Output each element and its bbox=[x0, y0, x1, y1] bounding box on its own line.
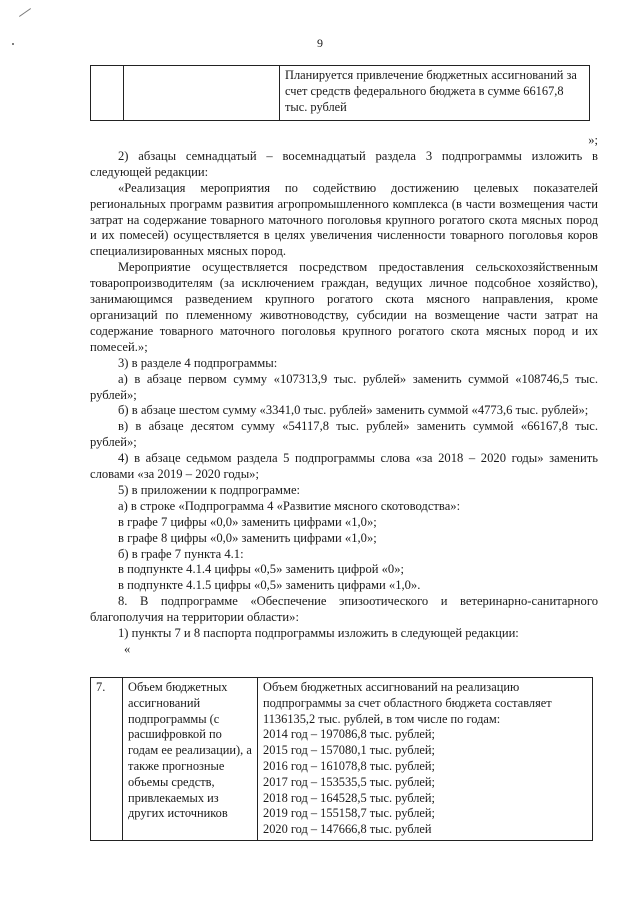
year-amount: 2014 год – 197086,8 тыс. рублей; bbox=[263, 727, 435, 742]
year-amount: 2017 год – 153535,5 тыс. рублей; bbox=[263, 774, 435, 789]
paragraph: в графе 8 цифры «0,0» заменить цифрами «1,0»; bbox=[118, 530, 377, 545]
paragraph: 8. В подпрограмме «Обеспечение эпизоотического и ветеринарно-санитарного благополучия на территории области»: bbox=[90, 594, 598, 625]
opening-quote: « bbox=[124, 642, 131, 656]
funding-intro: Объем бюджетных ассигнований на реализацию подпрограммы за счет областного бюджета составляет 1136135,2 тыс. рублей, в том числе по годам: bbox=[263, 680, 552, 726]
row-value bbox=[258, 678, 593, 841]
passport-table bbox=[90, 677, 593, 841]
paragraph: в подпункте 4.1.4 цифры «0,5» заменить цифрой «0»; bbox=[118, 562, 405, 577]
scan-mark bbox=[19, 8, 31, 17]
table-cell-empty bbox=[91, 66, 124, 121]
paragraph: Мероприятие осуществляется посредством предоставления сельскохозяйственным товаропроизводителям (за исключением граждан, ведущих личное подсобное хозяйство), занимающимся разведением крупного рогатого скота мясного направления, кроме организаций по племенному животноводству, субсидии на возмещение части затрат на содержание товарного маточного поголовья крупного рогатого скота мясных пород и их помесей.»; bbox=[90, 260, 598, 354]
year-amount: 2019 год – 155158,7 тыс. рублей; bbox=[263, 806, 435, 821]
paragraph: в подпункте 4.1.5 цифры «0,5» заменить цифрами «1,0». bbox=[118, 578, 421, 593]
paragraph: 1) пункты 7 и 8 паспорта подпрограммы изложить в следующей редакции: bbox=[118, 626, 519, 641]
paragraph: 3) в разделе 4 подпрограммы: bbox=[118, 355, 278, 370]
paragraph: б) в абзаце шестом сумму «3341,0 тыс. рублей» заменить суммой «4773,6 тыс. рублей»; bbox=[118, 403, 589, 418]
document-body bbox=[90, 133, 598, 658]
paragraph: 2) абзацы семнадцатый – восемнадцатый раздела 3 подпрограммы изложить в следующей редакции: bbox=[90, 148, 598, 179]
paragraph: а) в строке «Подпрограмма 4 «Развитие мясного скотоводства»: bbox=[118, 498, 461, 513]
row-number: 7. bbox=[91, 678, 123, 841]
table-cell-funding-note: Планируется привлечение бюджетных ассигнований за счет средств федерального бюджета в сумме 66167,8 тыс. рублей bbox=[280, 66, 590, 121]
year-amount: 2018 год – 164528,5 тыс. рублей; bbox=[263, 790, 435, 805]
paragraph: б) в графе 7 пункта 4.1: bbox=[118, 546, 244, 561]
continued-table bbox=[90, 65, 590, 121]
paragraph: «Реализация мероприятия по содействию достижению целевых показателей региональных программ развития агропромышленного комплекса (в части возмещения части затрат на содержание товарного маточного поголовья крупного рогатого скота мясных пород и их помесей) осуществляется в целях увеличения численности товарного поголовья коров специализированных мясных пород. bbox=[90, 180, 598, 259]
row-label: Объем бюджетных ассигнований подпрограммы (с расшифровкой по годам ее реализации), а также прогнозные объемы средств, привлекаемых из других источников bbox=[123, 678, 258, 841]
paragraph: 4) в абзаце седьмом раздела 5 подпрограммы слова «за 2018 – 2020 годы» заменить словами «за 2019 – 2020 годы»; bbox=[90, 451, 598, 482]
page-number: 9 bbox=[317, 36, 323, 50]
closing-mark: »; bbox=[588, 133, 598, 147]
paragraph: в) в абзаце десятом сумму «54117,8 тыс. рублей» заменить суммой «66167,8 тыс. рублей»; bbox=[90, 419, 598, 450]
paragraph: в графе 7 цифры «0,0» заменить цифрами «1,0»; bbox=[118, 514, 377, 529]
paragraph: а) в абзаце первом сумму «107313,9 тыс. рублей» заменить суммой «108746,5 тыс. рублей»; bbox=[90, 371, 598, 402]
year-amount: 2015 год – 157080,1 тыс. рублей; bbox=[263, 743, 435, 758]
year-amount: 2016 год – 161078,8 тыс. рублей; bbox=[263, 758, 435, 773]
year-amount: 2020 год – 147666,8 тыс. рублей bbox=[263, 822, 432, 837]
table-cell-empty bbox=[124, 66, 280, 121]
paragraph: 5) в приложении к подпрограмме: bbox=[118, 482, 301, 497]
